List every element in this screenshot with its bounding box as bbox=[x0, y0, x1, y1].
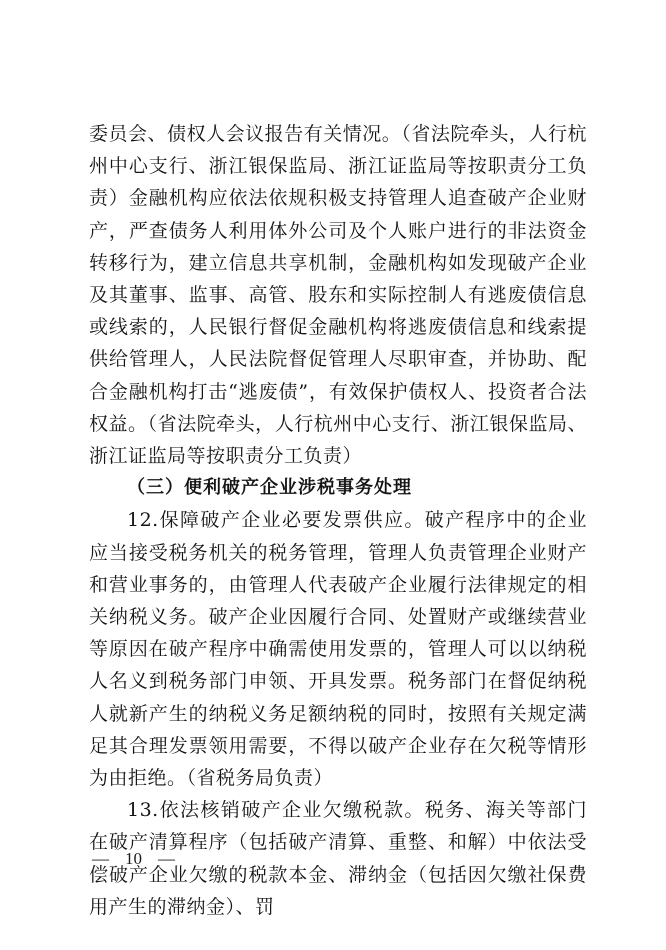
document-body bbox=[89, 118, 587, 923]
page-number: 10 bbox=[125, 849, 142, 868]
footer-dash-right: — bbox=[158, 849, 175, 868]
paragraph-item-12: 12.保障破产企业必要发票供应。破产程序中的企业应当接受税务机关的税务管理，管理人负责管理企业财产和营业事务的，由管理人代表破产企业履行法律规定的相关纳税义务。破产企业因履行合同、处置财产或继续营业等原因在破产程序中确需使用发票的，管理人可以以纳税人名义到税务部门申领、开具发票。税务部门在督促纳税人就新产生的纳税义务足额纳税的同时，按照有关规定满足其合理发票领用需要，不得以破产企业存在欠税等情形为由拒绝。（省税务局负责） bbox=[89, 509, 587, 790]
paragraph-continuation: 委员会、债权人会议报告有关情况。（省法院牵头，人行杭州中心支行、浙江银保监局、浙江证监局等按职责分工负责）金融机构应依法依规积极支持管理人追查破产企业财产，严查债务人利用体外公司及个人账户进行的非法资金转移行为，建立信息共享机制，金融机构如发现破产企业及其董事、监事、高管、股东和实际控制人有逃废债信息或线索的，人民银行督促金融机构将逃废债信息和线索提供给管理人，人民法院督促管理人尽职审查，并协助、配合金融机构打击“逃废债”，有效保护债权人、投资者合法权益。（省法院牵头，人行杭州中心支行、浙江银保监局、浙江证监局等按职责分工负责） bbox=[89, 123, 587, 468]
page-footer bbox=[92, 849, 175, 869]
footer-dash-left: — bbox=[92, 849, 109, 868]
paragraph-item-13: 13.依法核销破产企业欠缴税款。税务、海关等部门在破产清算程序（包括破产清算、重整、和解）中依法受偿破产企业欠缴的税款本金、滞纳金（包括因欠缴社保费用产生的滞纳金）、罚 bbox=[89, 799, 587, 918]
section-heading: （三）便利破产企业涉税事务处理 bbox=[127, 477, 412, 499]
